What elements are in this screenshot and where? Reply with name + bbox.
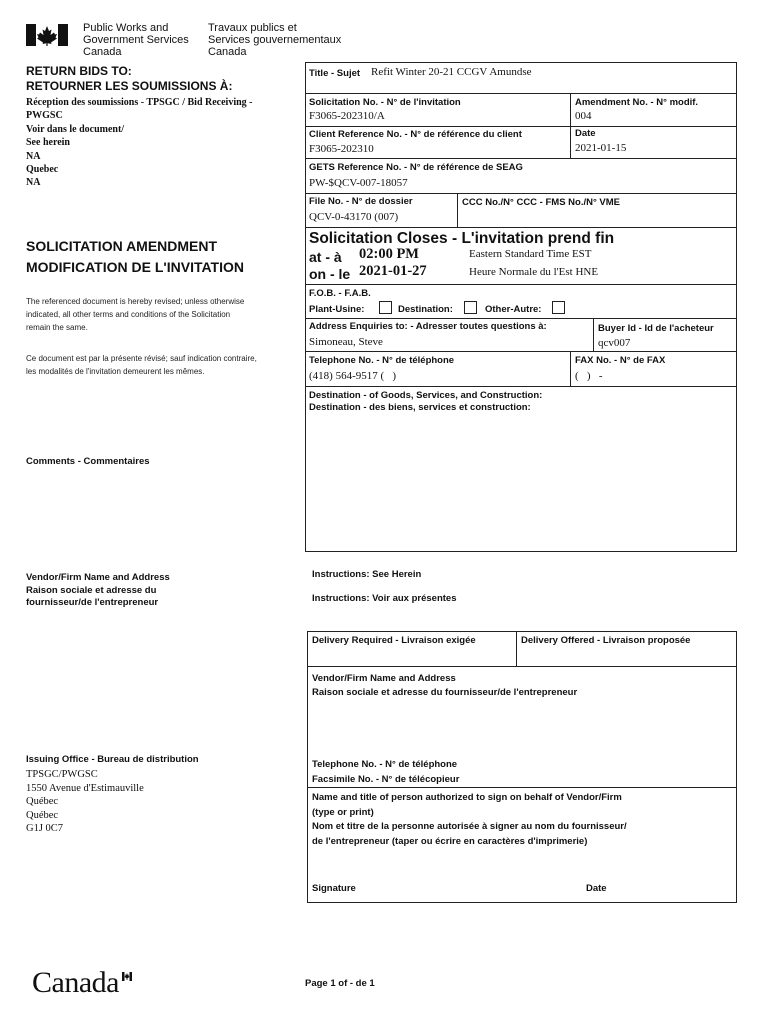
solicitation-no-value: F3065-202310/A: [309, 110, 385, 122]
closes-date: 2021-01-27: [359, 263, 427, 279]
issuing-office-label: Issuing Office - Bureau de distribution: [26, 754, 199, 765]
contact-facsimile-label: Facsimile No. - N° de télécopieur: [312, 774, 460, 785]
fob-plant-checkbox[interactable]: [379, 301, 392, 314]
dept-fr-line: Canada: [208, 46, 247, 58]
vendor-firm-right-fr: Raison sociale et adresse du fournisseur/de l'entrepreneur: [312, 687, 578, 698]
amendment-title-en: SOLICITATION AMENDMENT: [26, 238, 218, 254]
return-bids-title-fr: RETOURNER LES SOUMISSIONS À:: [26, 79, 233, 93]
title-label: Title - Sujet: [309, 68, 361, 79]
return-bids-line: NA: [26, 150, 41, 162]
return-bids-address: [26, 96, 253, 190]
paragraph-line: Ce document est par la présente révisé; sauf indication contraire,: [26, 354, 257, 363]
fob-plant-label: Plant-Usine:: [309, 304, 365, 315]
return-bids-line: NA: [26, 177, 41, 189]
destination-label-en: Destination - of Goods, Services, and Construction:: [309, 390, 543, 401]
fob-other-label: Other-Autre:: [485, 304, 542, 315]
return-bids-title: [26, 64, 232, 94]
vendor-left-line: Raison sociale et adresse du: [26, 584, 157, 596]
instructions-en: Instructions: See Herein: [312, 569, 422, 580]
delivery-required-label: Delivery Required - Livraison exigée: [312, 635, 476, 646]
paragraph-line: The referenced document is hereby revised; unless otherwise: [26, 297, 245, 306]
timezone-fr: Heure Normale du l'Est HNE: [469, 266, 599, 278]
issuing-office-line: Québec: [26, 809, 59, 821]
vendor-firm-left: [26, 572, 170, 610]
fob-destination-checkbox[interactable]: [464, 301, 477, 314]
delivery-offered-label: Delivery Offered - Livraison proposée: [521, 635, 691, 646]
instructions-fr: Instructions: Voir aux présentes: [312, 593, 457, 604]
buyer-id-value: qcv007: [598, 337, 631, 349]
gets-ref-value: PW-$QCV-007-18057: [309, 177, 408, 189]
return-bids-line: Voir dans le document/: [26, 123, 125, 135]
amendment-no-value: 004: [575, 110, 592, 122]
page-number: Page 1 of - de 1: [305, 978, 375, 989]
solicitation-no-label: Solicitation No. - N° de l'invitation: [309, 97, 461, 108]
address-enquiries-value: Simoneau, Steve: [309, 336, 383, 348]
issuing-office-address: [26, 768, 144, 836]
dept-fr-line: Services gouvernementaux: [208, 34, 342, 46]
contact-telephone-label: Telephone No. - N° de téléphone: [312, 759, 458, 770]
paragraph-line: remain the same.: [26, 323, 88, 332]
amendment-no-label: Amendment No. - N° modif.: [575, 97, 699, 108]
department-name-fr: [208, 22, 341, 58]
dept-en-line: Canada: [83, 46, 122, 58]
gets-ref-label: GETS Reference No. - N° de référence de SEAG: [309, 162, 523, 173]
return-bids-line: Quebec: [26, 164, 59, 176]
fob-destination-label: Destination:: [398, 304, 453, 315]
issuing-office-line: Québec: [26, 796, 59, 807]
dept-en-line: Public Works and: [83, 22, 169, 34]
title-value: Refit Winter 20-21 CCGV Amundse: [371, 66, 532, 78]
file-no-label: File No. - N° de dossier: [309, 196, 413, 207]
date-label: Date: [575, 128, 596, 139]
client-ref-label: Client Reference No. - N° de référence du client: [309, 129, 522, 140]
fax-value: ( ) -: [575, 370, 603, 382]
telephone-label: Telephone No. - N° de téléphone: [309, 355, 455, 366]
telephone-value: (418) 564-9517 ( ): [309, 370, 397, 382]
vendor-left-line: Vendor/Firm Name and Address: [26, 572, 170, 583]
canada-wordmark-text: Canada: [32, 966, 119, 999]
authorized-line: Nom et titre de la personne autorisée à signer au nom du fournisseur/: [312, 821, 627, 832]
timezone-en: Eastern Standard Time EST: [469, 248, 592, 260]
closes-on-label: on - le: [309, 266, 351, 282]
return-bids-title-en: RETURN BIDS TO:: [26, 64, 132, 78]
amendment-title: [26, 236, 244, 278]
canada-flag-icon: [26, 24, 68, 46]
amendment-paragraph-fr: [26, 352, 257, 378]
ccc-no-label: CCC No./N° CCC - FMS No./N° VME: [462, 197, 621, 208]
issuing-office-line: TPSGC/PWGSC: [26, 769, 98, 780]
issuing-office-line: 1550 Avenue d'Estimauville: [26, 782, 144, 794]
fax-label: FAX No. - N° de FAX: [575, 355, 666, 366]
address-enquiries-label: Address Enquiries to: - Adresser toutes questions à:: [309, 321, 547, 332]
return-bids-line: See herein: [26, 137, 70, 149]
fob-label: F.O.B. - F.A.B.: [309, 288, 371, 299]
canada-wordmark: [32, 966, 119, 1000]
paragraph-line: indicated, all other terms and conditions of the Solicitation: [26, 310, 231, 319]
signature-label: Signature: [312, 883, 356, 894]
dept-fr-line: Travaux publics et: [208, 22, 297, 34]
authorized-line: (type or print): [312, 806, 374, 818]
department-name-en: [83, 22, 189, 58]
date-value: 2021-01-15: [575, 142, 627, 154]
return-bids-line: Réception des soumissions - TPSGC / Bid Receiving -: [26, 97, 253, 108]
comments-label: Comments - Commentaires: [26, 456, 150, 467]
fob-other-checkbox[interactable]: [552, 301, 565, 314]
authorized-line: de l'entrepreneur (taper ou écrire en caractères d'imprimerie): [312, 835, 588, 847]
closes-at-label: at - à: [309, 249, 342, 265]
amendment-paragraph-en: [26, 295, 244, 334]
client-ref-value: F3065-202310: [309, 143, 374, 155]
closes-title: Solicitation Closes - L'invitation prend fin: [309, 230, 615, 247]
buyer-id-label: Buyer Id - Id de l'acheteur: [598, 323, 714, 334]
amendment-title-fr: MODIFICATION DE L'INVITATION: [26, 259, 244, 275]
vendor-firm-right-en: Vendor/Firm Name and Address: [312, 673, 456, 684]
authorized-line: Name and title of person authorized to sign on behalf of Vendor/Firm: [312, 792, 622, 803]
paragraph-line: les modalités de l'invitation demeurent les mêmes.: [26, 367, 205, 376]
issuing-office-line: G1J 0C7: [26, 823, 64, 834]
return-bids-line: PWGSC: [26, 110, 63, 122]
wordmark-flag-icon: [122, 968, 132, 977]
authorized-person-label: [312, 791, 627, 849]
vendor-left-line: fournisseur/de l'entrepreneur: [26, 597, 159, 608]
destination-label-fr: Destination - des biens, services et construction:: [309, 402, 531, 413]
closes-time: 02:00 PM: [359, 246, 419, 262]
file-no-value: QCV-0-43170 (007): [309, 211, 399, 223]
dept-en-line: Government Services: [83, 34, 189, 46]
signature-date-label: Date: [586, 883, 607, 894]
